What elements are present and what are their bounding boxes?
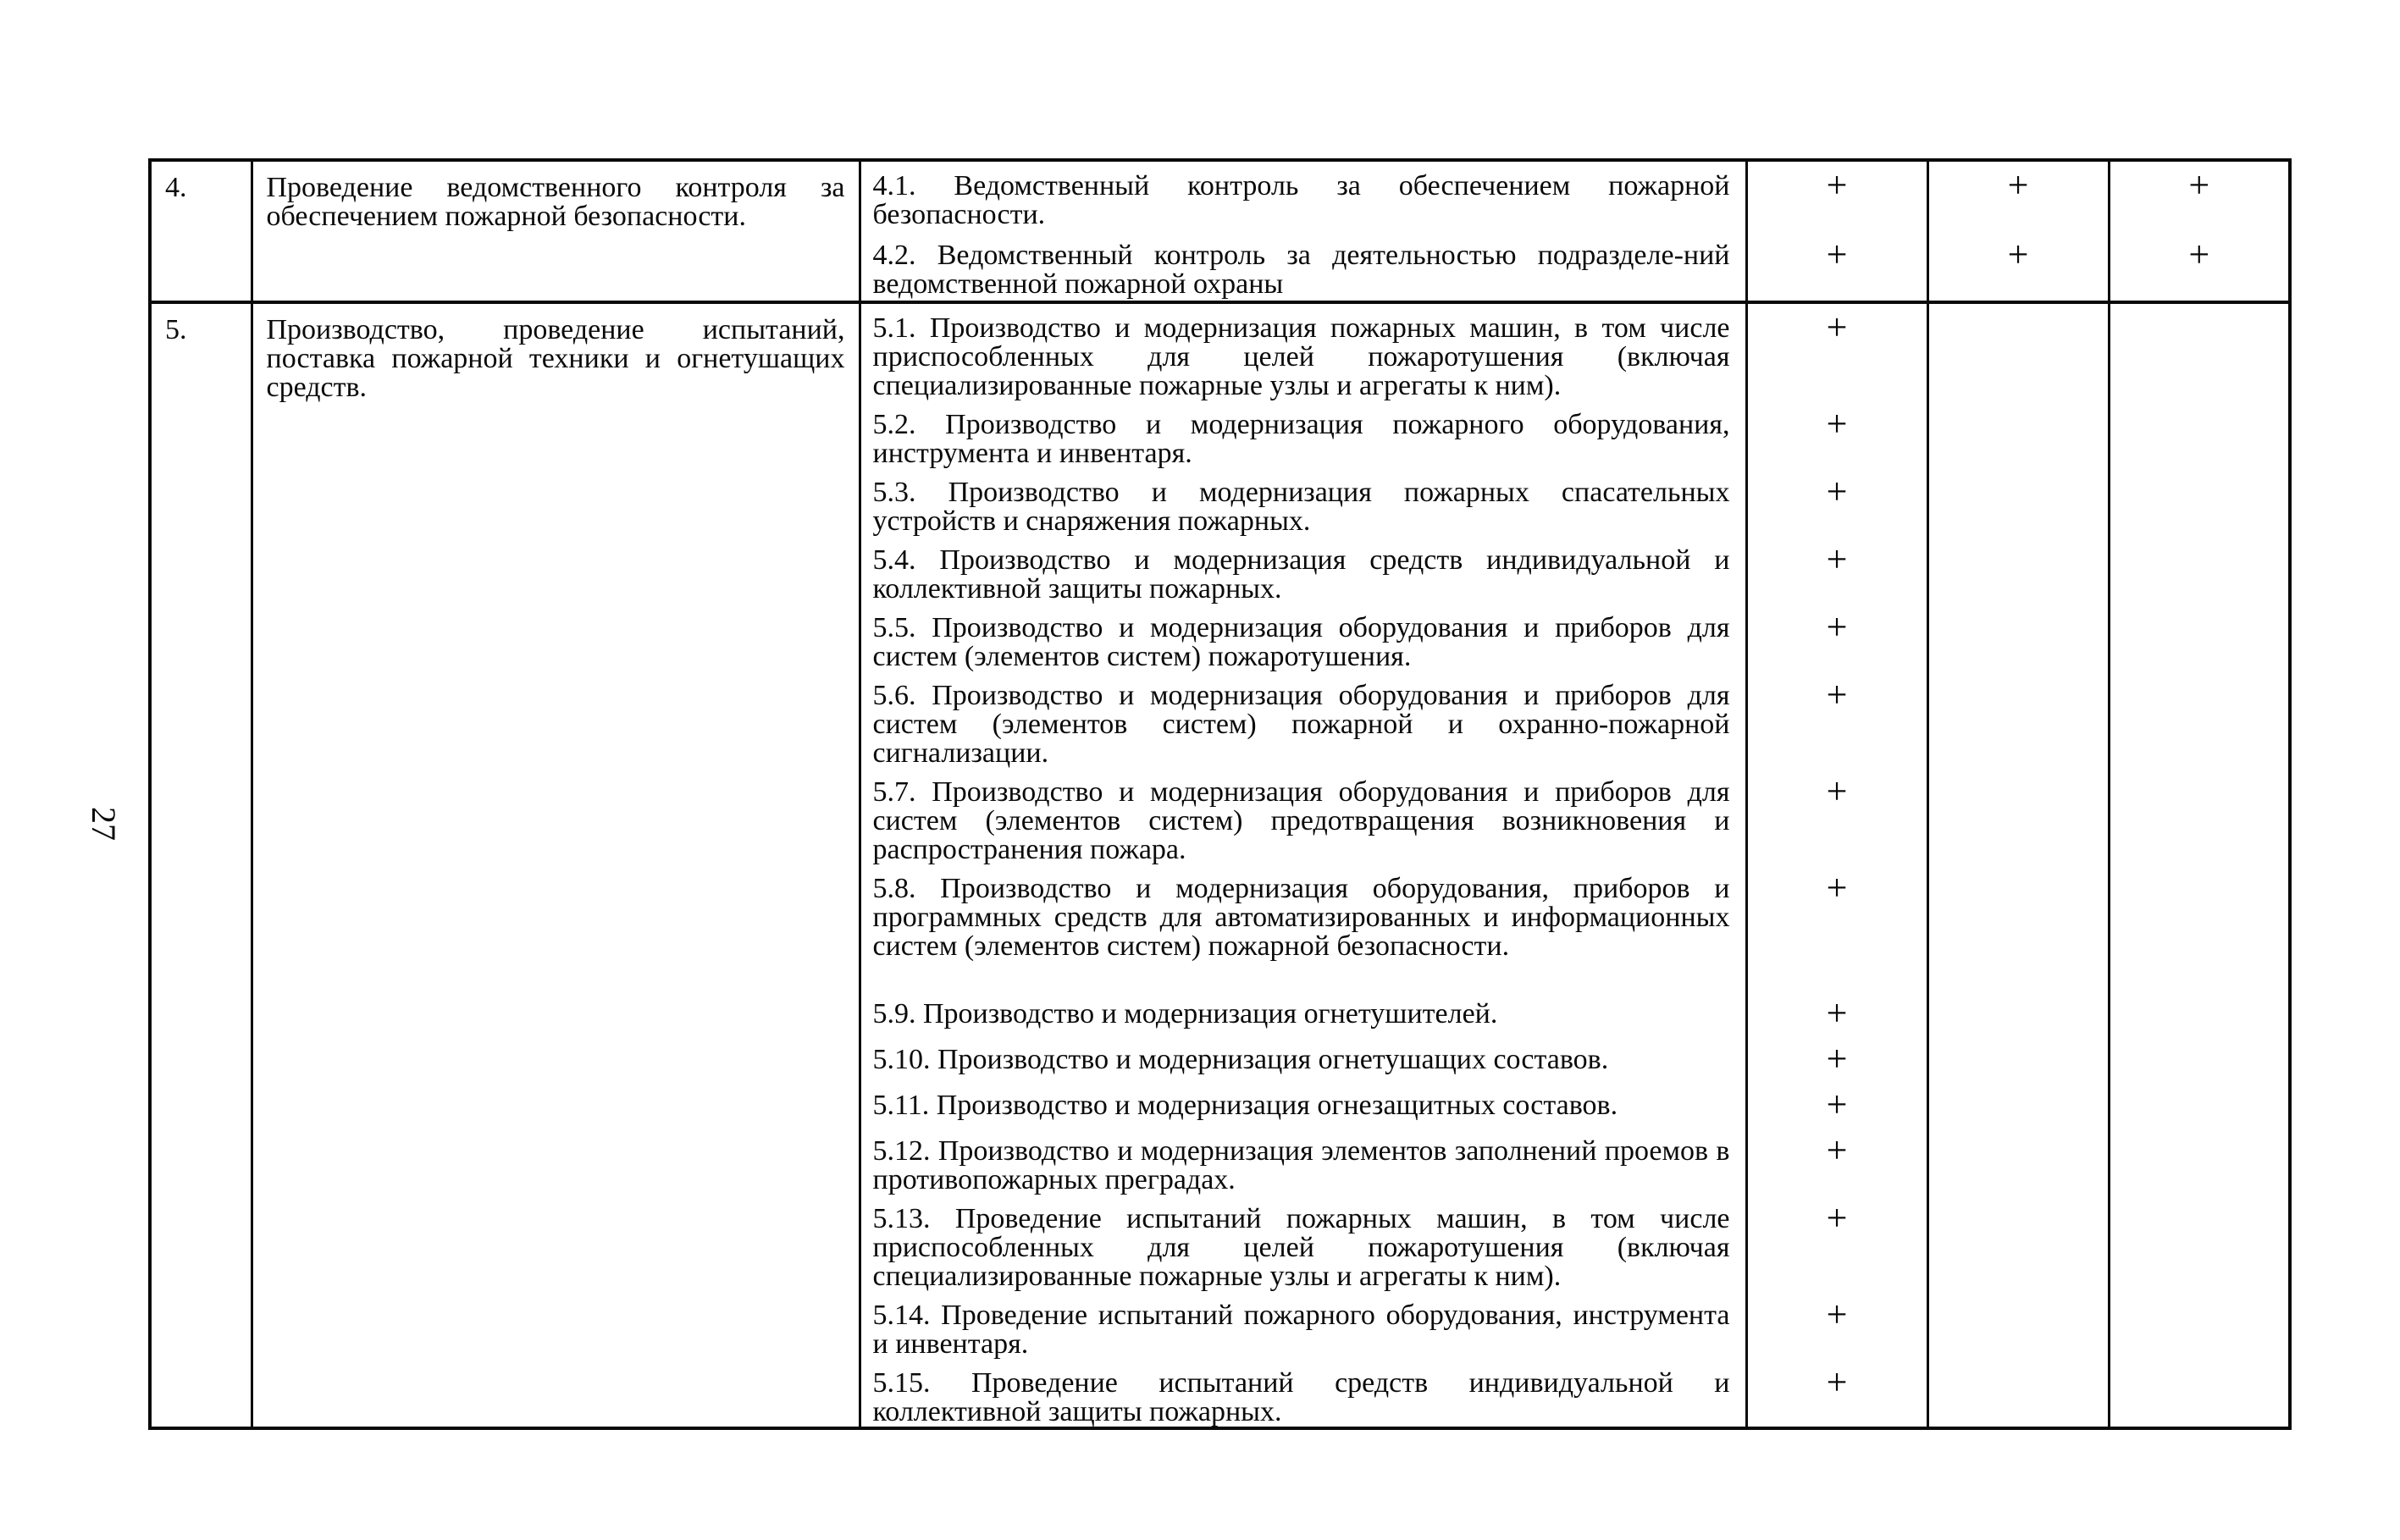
item-description: 5.7. Производство и модернизация оборудования и приборов для систем (элементов систем) предотвращения возникновения и распространения пожара. — [860, 768, 1746, 864]
mark-cell: + — [1746, 604, 1927, 671]
mark-cell — [1927, 1035, 2109, 1081]
mark-cell: + — [1746, 768, 1927, 864]
mark-cell: + — [1746, 1291, 1927, 1359]
mark-cell — [2109, 671, 2290, 768]
mark-cell — [1927, 468, 2109, 536]
mark-cell — [1927, 536, 2109, 604]
item-description: 5.1. Производство и модернизация пожарных машин, в том числе приспособленных для целей пожаротушения (включая специализированные пожарные узлы и агрегаты к ним). — [860, 302, 1746, 400]
mark-cell — [1927, 768, 2109, 864]
item-description: 5.6. Производство и модернизация оборудования и приборов для систем (элементов систем) пожарной и охранно-пожарной сигнализации. — [860, 671, 1746, 768]
mark-cell — [2109, 400, 2290, 468]
table-row — [150, 302, 2290, 400]
mark-cell — [1927, 302, 2109, 400]
mark-cell: + — [2109, 231, 2290, 302]
section-title: Проведение ведомственного контроля за обеспечением пожарной безопасности. — [252, 160, 860, 302]
mark-cell — [1927, 990, 2109, 1035]
item-description: 5.12. Производство и модернизация элементов заполнений проемов в противопожарных преградах. — [860, 1127, 1746, 1195]
mark-cell: + — [1746, 400, 1927, 468]
item-description: 5.15. Проведение испытаний средств индивидуальной и коллективной защиты пожарных. — [860, 1359, 1746, 1428]
table-body — [150, 160, 2290, 1428]
item-description: 4.2. Ведомственный контроль за деятельностью подразделе-ний ведомственной пожарной охраны — [860, 231, 1746, 302]
mark-cell — [2109, 1291, 2290, 1359]
item-description: 5.3. Производство и модернизация пожарных спасательных устройств и снаряжения пожарных. — [860, 468, 1746, 536]
section-number: 5. — [150, 302, 252, 1428]
mark-cell: + — [1746, 536, 1927, 604]
mark-cell — [1927, 400, 2109, 468]
mark-cell: + — [1746, 468, 1927, 536]
mark-cell: + — [1746, 160, 1927, 231]
mark-cell — [2109, 302, 2290, 400]
mark-cell — [2109, 1035, 2290, 1081]
mark-cell — [1927, 604, 2109, 671]
mark-cell: + — [1746, 864, 1927, 990]
item-description: 5.13. Проведение испытаний пожарных машин, в том числе приспособленных для целей пожаротушения (включая специализированные пожарные узлы и агрегаты к ним). — [860, 1195, 1746, 1291]
requirements-table — [148, 158, 2292, 1430]
mark-cell — [2109, 768, 2290, 864]
page-number: 27 — [85, 807, 123, 841]
mark-cell — [2109, 864, 2290, 990]
mark-cell — [2109, 990, 2290, 1035]
mark-cell: + — [1746, 231, 1927, 302]
table-row — [150, 160, 2290, 231]
mark-cell: + — [1746, 1081, 1927, 1127]
section-number: 4. — [150, 160, 252, 302]
mark-cell — [1927, 1127, 2109, 1195]
mark-cell: + — [1746, 671, 1927, 768]
mark-cell — [1927, 1195, 2109, 1291]
item-description: 5.10. Производство и модернизация огнетушащих составов. — [860, 1035, 1746, 1081]
mark-cell — [1927, 671, 2109, 768]
item-description: 4.1. Ведомственный контроль за обеспечением пожарной безопасности. — [860, 160, 1746, 231]
item-description: 5.5. Производство и модернизация оборудования и приборов для систем (элементов систем) пожаротушения. — [860, 604, 1746, 671]
item-description: 5.14. Проведение испытаний пожарного оборудования, инструмента и инвентаря. — [860, 1291, 1746, 1359]
mark-cell — [1927, 1291, 2109, 1359]
mark-cell: + — [2109, 160, 2290, 231]
mark-cell: + — [1746, 1359, 1927, 1428]
mark-cell: + — [1746, 1035, 1927, 1081]
item-description: 5.2. Производство и модернизация пожарного оборудования, инструмента и инвентаря. — [860, 400, 1746, 468]
item-description: 5.9. Производство и модернизация огнетушителей. — [860, 990, 1746, 1035]
mark-cell — [1927, 864, 2109, 990]
item-description: 5.4. Производство и модернизация средств индивидуальной и коллективной защиты пожарных. — [860, 536, 1746, 604]
mark-cell — [2109, 1195, 2290, 1291]
mark-cell: + — [1746, 990, 1927, 1035]
mark-cell: + — [1746, 1127, 1927, 1195]
mark-cell — [2109, 1081, 2290, 1127]
item-description: 5.8. Производство и модернизация оборудования, приборов и программных средств для автоматизированных и информационных систем (элементов систем) пожарной безопасности. — [860, 864, 1746, 990]
item-description: 5.11. Производство и модернизация огнезащитных составов. — [860, 1081, 1746, 1127]
mark-cell: + — [1746, 302, 1927, 400]
mark-cell — [2109, 536, 2290, 604]
mark-cell: + — [1927, 160, 2109, 231]
mark-cell — [2109, 604, 2290, 671]
mark-cell: + — [1927, 231, 2109, 302]
mark-cell — [2109, 1127, 2290, 1195]
mark-cell — [1927, 1081, 2109, 1127]
section-title: Производство, проведение испытаний, поставка пожарной техники и огнетушащих средств. — [252, 302, 860, 1428]
mark-cell — [1927, 1359, 2109, 1428]
mark-cell: + — [1746, 1195, 1927, 1291]
mark-cell — [2109, 468, 2290, 536]
mark-cell — [2109, 1359, 2290, 1428]
